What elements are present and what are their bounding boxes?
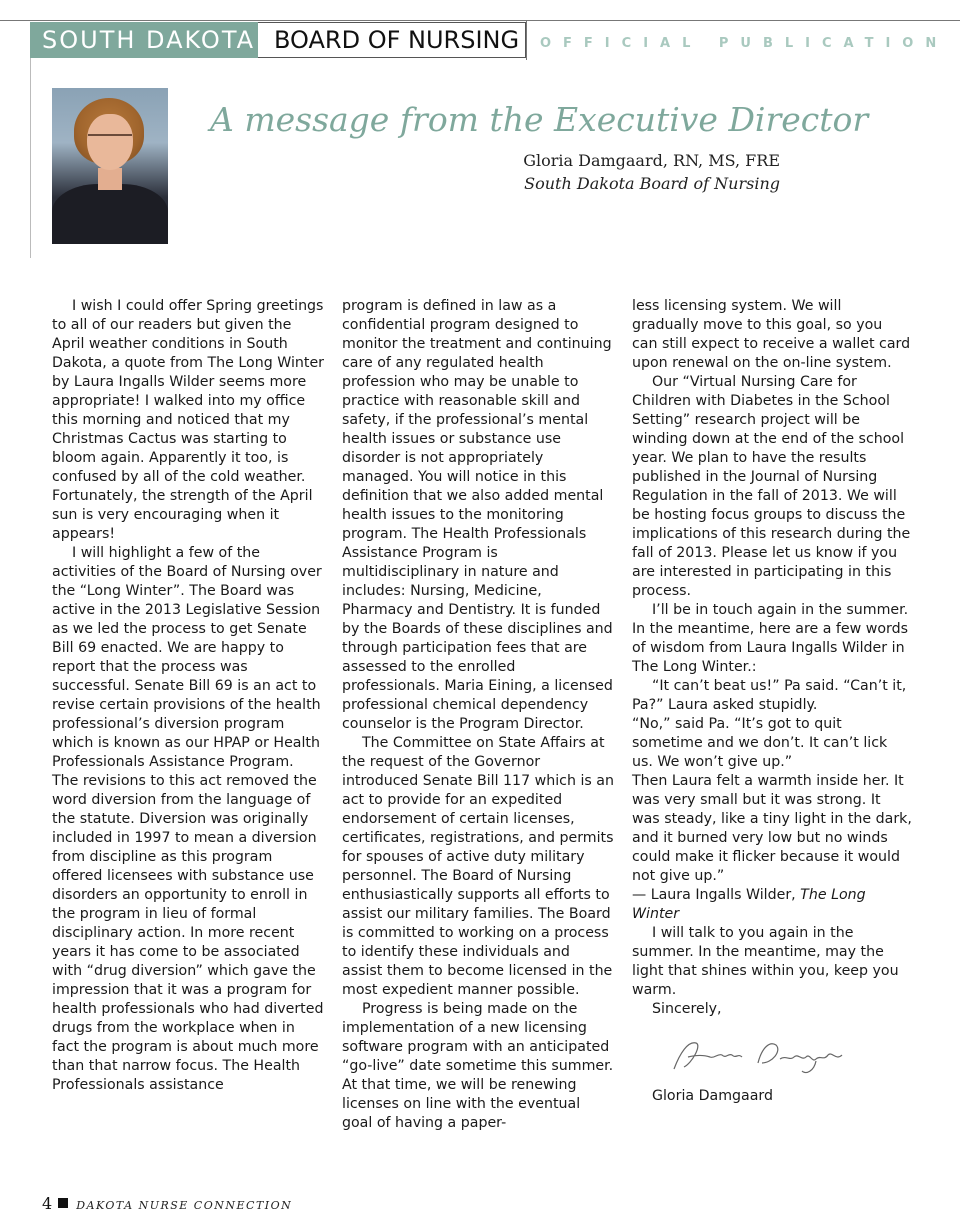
photo-body [52, 184, 168, 244]
column-2 [342, 297, 614, 1133]
handwritten-signature [666, 1033, 856, 1077]
author-photo [52, 88, 168, 244]
column-3 [632, 297, 912, 1106]
paragraph: less licensing system. We will gradually move to this goal, so you can still expect to receive a wallet card upon renewal on the on-line system. [632, 298, 911, 371]
attribution-author: — Laura Ingalls Wilder, [632, 887, 801, 903]
closing: Sincerely, [652, 1001, 722, 1017]
masthead-tag: OFFICIAL PUBLICATION [540, 36, 949, 51]
quote-line: Then Laura felt a warmth inside her. It was very small but it was strong. It was steady, like a tiny light in the dark, and it burned very low but no winds could make it flicker because it would not give up.” [632, 773, 912, 884]
byline-author: Gloria Damgaard, RN, MS, FRE [523, 151, 780, 170]
page-footer [42, 1194, 292, 1213]
paragraph: I will talk to you again in the summer. In the meantime, may the light that shines within you, keep you warm. [632, 925, 899, 998]
masthead [0, 0, 960, 62]
paragraph: I wish I could offer Spring greetings to all of our readers but given the April weather conditions in South Dakota, a quote from The Long Winter by Laura Ingalls Wilder seems more appropriate! I walked into my office this morning and noticed that my Christmas Cactus was starting to bloom again. Apparently it too, is confused by all of the cold weather. Fortunately, the strength of the April sun is very encouraging when it appears! [52, 298, 325, 542]
paragraph: I will highlight a few of the activities of the Board of Nursing over the “Long Winter”. The Board was active in the 2013 Legislative Session as we led the process to get Senate Bill 69 enacted. We are happy to report that the process was successful. Senate Bill 69 is an act to revise certain provisions of the health professional’s diversion program which is known as our HPAP or Health Professionals Assistance Program. The revisions to this act removed the word diversion from the language of the statute. Diversion was originally included in 1997 to mean a diversion from discipline as this program offered licensees with substance use disorders an opportunity to enroll in the program in lieu of formal disciplinary action. In more recent years it has come to be associated with “drug diversion” which gave the impression that it was a program for health professionals who had diverted drugs from the workplace when in fact the program is about much more than that narrow focus. The Health Professionals assistance [52, 545, 324, 1093]
paragraph: The Committee on State Affairs at the request of the Governor introduced Senate Bill 117 which is an act to provide for an expedited endorsement of certain licenses, certificates, registrations, and permits for spouses of active duty military personnel. The Board of Nursing enthusiastically supports all efforts to assist our military families. The Board is committed to working on a process to identify these individuals and assist them to become licensed in the most expedient manner possible. [342, 735, 614, 998]
paragraph: I’ll be in touch again in the summer. In the meantime, here are a few words of wisdom from Laura Ingalls Wilder in The Long Winter.: [632, 602, 909, 675]
page-number: 4 [42, 1194, 53, 1213]
paragraph: program is defined in law as a confidential program designed to monitor the treatment and continuing care of any regulated health profession who may be unable to practice with reasonable skill and safety, if the professional’s mental health issues or substance use disorder is not appropriately managed. You will notice in this definition that we also added mental health issues to the monitoring program. The Health Professionals Assistance Program is multidisciplinary in nature and includes: Nursing, Medicine, Pharmacy and Dentistry. It is funded by the Boards of these disciplines and through participation fees that are assessed to the enrolled professionals. Maria Eining, a licensed professional chemical dependency counselor is the Program Director. [342, 298, 613, 732]
left-margin-rule [30, 58, 31, 258]
article-headline: A message from the Executive Director [210, 100, 869, 139]
masthead-state: SOUTH DAKOTA [30, 22, 258, 58]
paragraph: Progress is being made on the implementation of a new licensing software program with an anticipated “go-live” date sometime this summer. At that time, we will be renewing licenses on line with the eventual goal of having a paper- [342, 1001, 614, 1131]
attribution-title: The Long Winter [632, 887, 866, 922]
masthead-top-rule [0, 20, 960, 21]
masthead-board: BOARD OF NURSING [258, 22, 526, 58]
publication-name: DAKOTA NURSE CONNECTION [76, 1199, 293, 1212]
quote-attribution [632, 886, 912, 924]
quote-line: “It can’t beat us!” Pa said. “Can’t it, Pa?” Laura asked stupidly. [632, 678, 907, 713]
footer-square-icon [58, 1198, 68, 1208]
paragraph: Our “Virtual Nursing Care for Children with Diabetes in the School Setting” research project will be winding down at the end of the school year. We plan to have the results published in the Journal of Nursing Regulation in the fall of 2013. We will be hosting focus groups to discuss the implications of this research during the fall of 2013. Please let us know if you are interested in participating in this process. [632, 374, 911, 599]
photo-neck [98, 168, 122, 190]
byline-organization: South Dakota Board of Nursing [524, 174, 780, 193]
photo-glasses [88, 134, 132, 146]
masthead-divider [526, 20, 527, 60]
column-1 [52, 297, 324, 1095]
quote-line: “No,” said Pa. “It’s got to quit sometime and we don’t. It can’t lick us. We won’t give up.” [632, 716, 888, 770]
signature-name: Gloria Damgaard [652, 1088, 774, 1104]
